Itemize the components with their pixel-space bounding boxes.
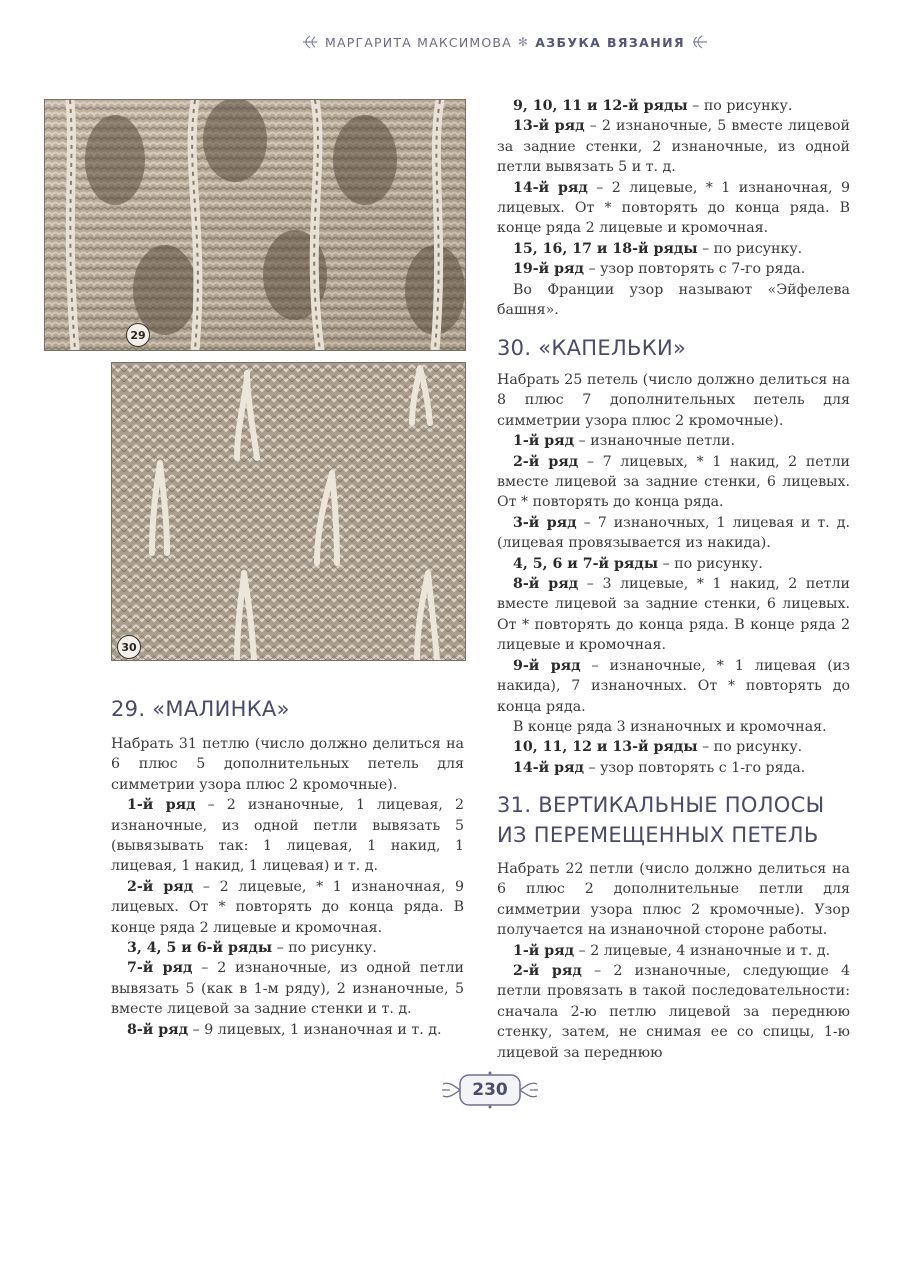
note-paragraph: Во Франции узор называют «Эйфелева башня». xyxy=(497,281,850,319)
row-paragraph: 9, 10, 11 и 12-й ряды – по рисунку. xyxy=(513,98,793,114)
knitting-photo-29 xyxy=(44,99,466,351)
row-paragraph: 8-й ряд – 9 лицевых, 1 изнаночная и т. д. xyxy=(127,1021,442,1038)
photo-number-badge: 29 xyxy=(126,323,150,347)
row-paragraph: 9-й ряд – изнаночные, * 1 лицевая (из накида), 7 изнаночных. От * повторять до конца ряда. xyxy=(497,657,850,715)
header-separator: ✻ xyxy=(517,35,530,49)
header-author: МАРГАРИТА МАКСИМОВА xyxy=(324,34,512,50)
right-column-continuation xyxy=(497,96,850,320)
row-paragraph: 1-й ряд – изнаночные петли. xyxy=(513,433,736,450)
row-paragraph: 1-й ряд – 2 лицевые, 4 изнаночные и т. д. xyxy=(513,942,831,959)
photo-number-badge: 30 xyxy=(117,635,141,659)
knit-texture-image xyxy=(45,100,465,350)
section-heading-29: 29. «МАЛИНКА» xyxy=(111,697,290,721)
intro-paragraph: Набрать 22 петли (число должно делиться на 6 плюс 2 дополнительные петли для симметрии узора плюс 2 кромочные). Узор получается на изнаночной стороне работы. xyxy=(497,861,850,939)
intro-paragraph: Набрать 31 петлю (число должно делиться на 6 плюс 5 дополнительных петель для симметрии узора плюс 2 кромочные). xyxy=(111,736,464,793)
row-paragraph: 19-й ряд – узор повторять с 7-го ряда. xyxy=(513,261,806,278)
row-paragraph: 2-й ряд – 7 лицевых, * 1 накид, 2 петли вместе лицевой за задние стенки, 6 лицевых. От * повторять до конца ряда. xyxy=(497,453,850,511)
leaf-ornament-icon xyxy=(691,33,709,51)
knitting-photo-30 xyxy=(111,362,466,661)
page-number: 230 xyxy=(472,1080,508,1100)
row-paragraph: 7-й ряд – 2 изнаночные, из одной петли вывязать 5 (как в 1-м ряду), 2 изнаночные, 5 вместе лицевой за задние стенки и т. д. xyxy=(111,960,464,1018)
row-paragraph: 1-й ряд – 2 изнаночные, 1 лицевая, 2 изнаночные, из одной петли вывязать 5 (вывязывать так: 1 лицевая, 1 накид, 1 лицевая, 1 накид, 1 лицевая) и т. д. xyxy=(111,797,464,875)
row-paragraph: 8-й ряд – 3 лицевые, * 1 накид, 2 петли вместе лицевой за задние стенки, 6 лицевых. От * повторять до конца ряда. В конце ряда 2 лицевые и кромочная. xyxy=(497,576,850,654)
row-paragraph: 3-й ряд – 7 изнаночных, 1 лицевая и т. д. (лицевая провязывается из накида). xyxy=(497,514,850,552)
page-number-cartouche xyxy=(440,1070,540,1110)
row-paragraph: 13-й ряд – 2 изнаночные, 5 вместе лицевой за задние стенки, 2 изнаночные, из одной петли вывязать 5 и т. д. xyxy=(497,118,850,176)
row-paragraph: 15, 16, 17 и 18-й ряды – по рисунку. xyxy=(513,240,803,257)
row-paragraph: 2-й ряд – 2 лицевые, * 1 изнаночная, 9 лицевых. От * повторять до конца ряда. В конце ряда 2 лицевые и кромочная. xyxy=(111,878,464,936)
running-header xyxy=(300,31,710,53)
section-heading-31 xyxy=(497,790,824,850)
row-paragraph: 14-й ряд – 2 лицевые, * 1 изнаночная, 9 лицевых. От * повторять до конца ряда. В конце ряда 2 лицевые и кромочная. xyxy=(497,179,851,237)
row-paragraph: 14-й ряд – узор повторять с 1-го ряда. xyxy=(513,759,806,776)
section-31-body xyxy=(497,859,850,1063)
row-paragraph: В конце ряда 3 изнаночных и кромочная. xyxy=(513,718,827,735)
section-29-body xyxy=(111,734,464,1040)
section-heading-30: 30. «КАПЕЛЬКИ» xyxy=(497,336,687,360)
row-paragraph: 10, 11, 12 и 13-й ряды – по рисунку. xyxy=(513,739,803,756)
row-paragraph: 2-й ряд – 2 изнаночные, следующие 4 петли провязать в такой последовательности: сначала 2-ю петлю лицевой за переднюю стенку, затем, не снимая ее со спицы, 1-ю лицевой за переднюю xyxy=(497,963,850,1061)
knit-texture-image xyxy=(112,363,465,660)
heading-line: ИЗ ПЕРЕМЕЩЕННЫХ ПЕТЕЛЬ xyxy=(497,823,819,847)
row-paragraph: 3, 4, 5 и 6-й ряды – по рисунку. xyxy=(127,940,377,957)
section-30-body xyxy=(497,370,850,778)
header-book-title: АЗБУКА ВЯЗАНИЯ xyxy=(535,34,686,50)
leaf-ornament-icon xyxy=(301,33,319,51)
intro-paragraph: Набрать 25 петель (число должно делиться на 8 плюс 7 дополнительных петель для симметрии узора плюс 2 кромочные). xyxy=(497,372,850,429)
row-paragraph: 4, 5, 6 и 7-й ряды – по рисунку. xyxy=(513,555,763,572)
heading-line: 31. ВЕРТИКАЛЬНЫЕ ПОЛОСЫ xyxy=(497,793,825,817)
